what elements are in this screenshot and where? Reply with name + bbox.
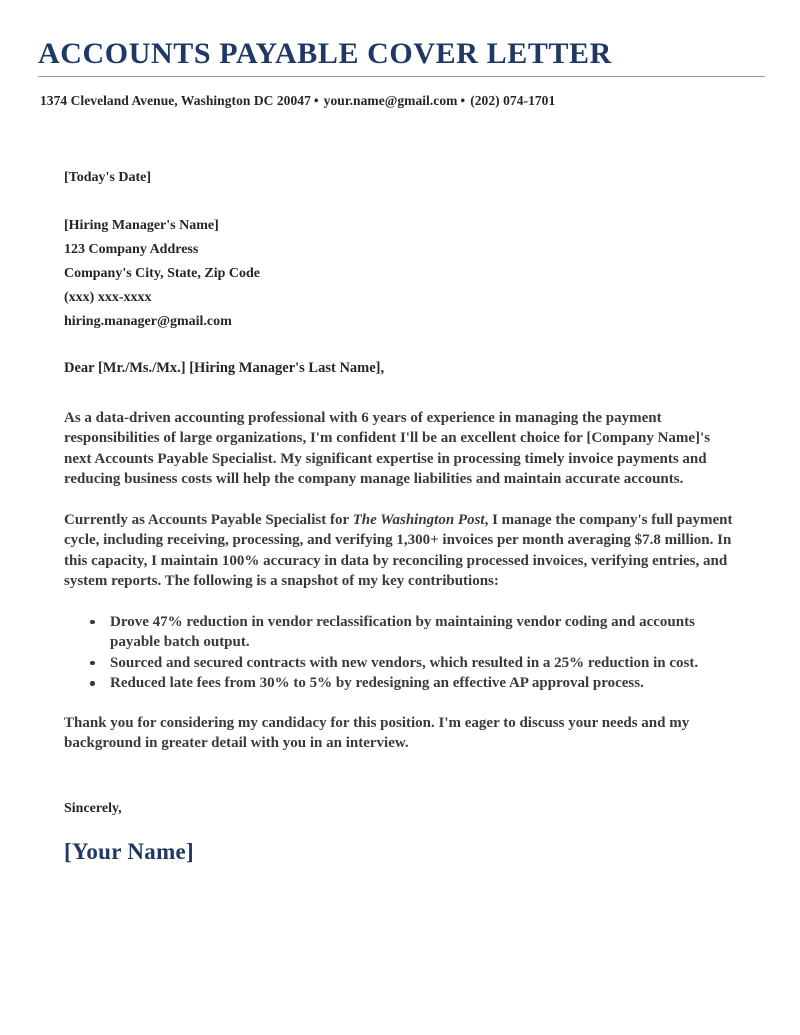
salutation-intro-spacer — [64, 379, 672, 408]
bullet-icon — [90, 620, 95, 625]
recipient-block — [64, 214, 672, 334]
page-title: ACCOUNTS PAYABLE COVER LETTER — [38, 37, 612, 70]
paragraph-spacer-1 — [64, 490, 672, 510]
contact-phone: (202) 074-1701 — [470, 92, 556, 108]
paragraph-experience — [64, 510, 736, 592]
contact-email: your.name@gmail.com — [323, 92, 458, 108]
bullet-icon — [90, 661, 95, 666]
contributions-list — [64, 612, 724, 694]
recipient-phone: (xxx) xxx-xxxx — [64, 289, 152, 305]
recipient-name: [Hiring Manager's Name] — [64, 217, 219, 233]
list-item — [64, 653, 724, 674]
salutation: Dear [Mr./Ms./Mx.] [Hiring Manager's Last Name], — [64, 359, 385, 376]
employer-name: The Washington Post — [352, 511, 485, 528]
experience-text-rest: , I manage the company's full payment cycle, including receiving, processing, and verifying 1,300+ invoices per month averaging $7.8 million. In this capacity, I maintain 100% accuracy in data by reconciling processed invoices, verifying entries, and system reports. The following is a snapshot of my key contributions: — [64, 511, 733, 589]
recipient-street: 123 Company Address — [64, 241, 199, 257]
list-item-text: Reduced late fees from 30% to 5% by redesigning an effective AP approval process. — [110, 675, 644, 691]
paragraph-intro: As a data-driven accounting professional with 6 years of experience in managing the payment responsibilities of large organizations, I'm confident I'll be an excellent choice for [Company Name]'s next Accounts Payable Specialist. My significant expertise in processing timely invoice payments and reducing business costs will help the company manage liabilities and maintain accurate accounts. — [64, 409, 711, 487]
letter-header — [0, 0, 800, 109]
date-recipient-spacer — [64, 190, 672, 214]
contact-line — [40, 93, 765, 109]
bullet-icon — [90, 681, 95, 686]
paragraph-list-spacer — [64, 592, 672, 612]
contact-separator-2: • — [460, 92, 466, 108]
recipient-email: hiring.manager@gmail.com — [64, 313, 232, 329]
recipient-city-state-zip: Company's City, State, Zip Code — [64, 265, 261, 281]
header-divider — [38, 76, 765, 77]
letter-body — [0, 166, 733, 866]
recipient-salutation-spacer — [64, 334, 672, 357]
list-item-text: Drove 47% reduction in vendor reclassification by maintaining vendor coding and accounts payable batch output. — [110, 613, 695, 650]
list-item — [64, 612, 724, 653]
list-item — [64, 673, 724, 694]
date-placeholder: [Today's Date] — [64, 169, 151, 185]
signature-name: [Your Name] — [64, 838, 194, 864]
contact-address: 1374 Cleveland Avenue, Washington DC 20047 — [40, 92, 311, 108]
paragraph-closing: Thank you for considering my candidacy for this position. I'm eager to discuss your needs and my background in greater detail with you in an interview. — [64, 714, 690, 751]
list-closing-spacer — [64, 694, 672, 713]
header-body-spacer — [0, 109, 800, 166]
signoff: Sincerely, — [64, 800, 122, 816]
experience-text-lead: Currently as Accounts Payable Specialist for — [64, 511, 353, 528]
list-item-text: Sourced and secured contracts with new vendors, which resulted in a 25% reduction in cost. — [110, 654, 699, 671]
signoff-signature-spacer — [64, 819, 672, 838]
closing-signoff-spacer — [64, 754, 672, 799]
contact-separator-1: • — [313, 92, 319, 108]
